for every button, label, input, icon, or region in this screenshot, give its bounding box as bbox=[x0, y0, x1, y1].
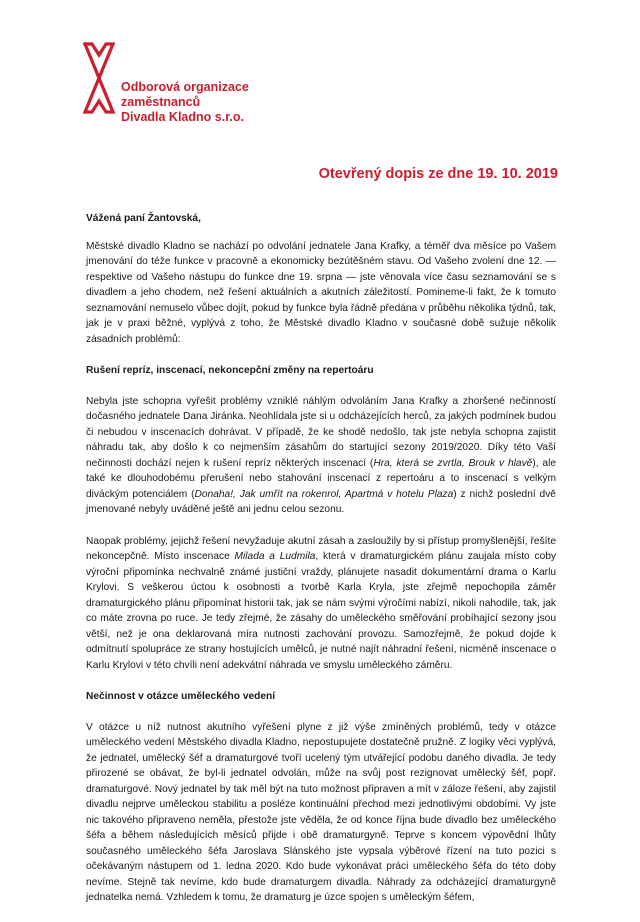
salutation: Vážená paní Žantovská, bbox=[86, 213, 201, 224]
org-name-line-1: Odborová organizace bbox=[121, 80, 249, 94]
section-heading-artistic-leadership: Nečinnost v otázce uměleckého vedení bbox=[86, 691, 276, 702]
theatre-logo-icon bbox=[82, 40, 116, 118]
intro-paragraph: Městské divadlo Kladno se nachází po odvolání jednatele Jana Krafky, a téměř dva měsíce po Vašem jmenování do téže funkce v pracovně a ekonomicky bezútěšném stavu. Od Vašeho zvolení dne 12. — respektive od Vašeho nástupu do funkce dne 19. srpna — jste věnovala více času seznamování se s divadlem a jeho chodem, než řešení aktuálních a akutních záležitostí. Pomineme-li fakt, že k tomuto seznamování nemuselo vůbec dojít, pokud by funkce byla řádně předána v průběhu několika týdnů, tak, jak je v praxi běžné, vyplývá z toho, že Městské divadlo Kladno v současné době sužuje několik zásadních problémů: bbox=[86, 240, 556, 345]
org-name-line-2: zaměstnanců bbox=[121, 95, 201, 109]
section1-paragraph-1: Nebyla jste schopna vyřešit problémy vzniklé náhlým odvoláním Jana Krafky a zhoršené nečinností dočasného jednatele Dana Jiránka. Neohlídala jste si u odcházejících herců, za jakých podmínek budou či nebudou v inscenacích dohrávat. V případě, že ke shodě nedošlo, tak jste nebyla schopna zajistit náhradu tak, aby došlo k co nejmenším zásahům do startující sezony 2019/2020. Díky této Vaší nečinnosti dochází nejen k rušení repríz některých inscenací (Hra, která se zvrtla, Brouk v hlavě), ale také ke dlouhodobému přerušení nebo stahování inscenací z repertoáru a to inscenací s velkým diváckým potenciálem (Donaha!, Jak umřít na rokenrol, Apartmá v hotelu Plaza) z nichž poslední dvě jmenované nebyly uváděné ještě ani jednu celou sezonu. bbox=[86, 395, 557, 515]
letter-title: Otevřený dopis ze dne 19. 10. 2019 bbox=[318, 166, 558, 182]
section2-paragraph-1: V otázce u níž nutnost akutního vyřešení plyne z již výše zmíněných problémů, tedy v otázce uměleckého vedení Městského divadla Kladno, nepostupujete dostatečně pružně. Z logiky věci vyplývá, že jednatel, umělecký šéf a dramaturgové tvoří ucelený tým utvářející podobu daného divadla. Je tedy přirozené se obávat, že byl-li jednatel odvolán, může na svůj post rezignovat umělecký šéf, popř. dramaturgové. Nový jednatel by tak měl být na tuto možnost připraven a mít v záloze řešení, aby zajistil divadlu nejprve uměleckou stabilitu a posléze kontinuální přechod mezi jednotlivými obdobími. Vy jste nic takového připraveno neměla, přestože jste věděla, že od konce října bude divadlo bez uměleckého šéfa a během následujících měsíců přijde i obě dramaturgyně. Teprve s koncem výpovědní lhůty současného uměleckého šéfa Jaroslava Slánského jste vypsala výběrové řízení na tuto pozici s očekávaným nástupem od 1. ledna 2020. Kdo bude vykonávat práci uměleckého šéfa do této doby nevíme. Stejně tak nevíme, kdo bude dramaturgem divadla. Náhrady za odcházející dramaturgyně jednatelka nemá. Vzhledem k tomu, že dramaturg je úzce spojen s uměleckým šéfem, bbox=[86, 721, 556, 903]
section1-paragraph-2: Naopak problémy, jejichž řešení nevyžaduje akutní zásah a zasloužily by si přístup promyšlenější, řešíte nekoncepčně. Místo inscenace Milada a Ludmila, která v dramaturgickém plánu zaujala místo coby výroční připomínka nechvalně známé justiční vraždy, plánujete nasadit dokumentární drama o Karlu Krylovi. S veškerou úctou k osobnosti a tvorbě Karla Kryla, jste zřejmě nepochopila záměr dramaturgického plánu připomínat historii tak, jak se nám svými výročími nabízí, nikoli nahodile, tak, jak co máte zrovna po ruce. Je tedy zřejmé, že zásahy do uměleckého směřování probíhající sezony jsou větší, než je ona deklarovaná míra nutnosti zachování provozu. Samozřejmě, že pokud dojde k odmítnutí spolupráce ze strany hostujících umělců, je nutné najít náhradní řešení, nicméně inscenace o Karlu Krylovi v této chvíli není adekvátní náhrada ve smyslu uměleckého záměru. bbox=[86, 535, 556, 671]
section-heading-repertoire: Rušení repríz, inscenací, nekoncepční změny na repertoáru bbox=[86, 365, 374, 376]
organization-name bbox=[121, 80, 249, 125]
org-name-line-3: Divadla Kladno s.r.o. bbox=[121, 110, 244, 124]
letter-body bbox=[86, 211, 556, 922]
